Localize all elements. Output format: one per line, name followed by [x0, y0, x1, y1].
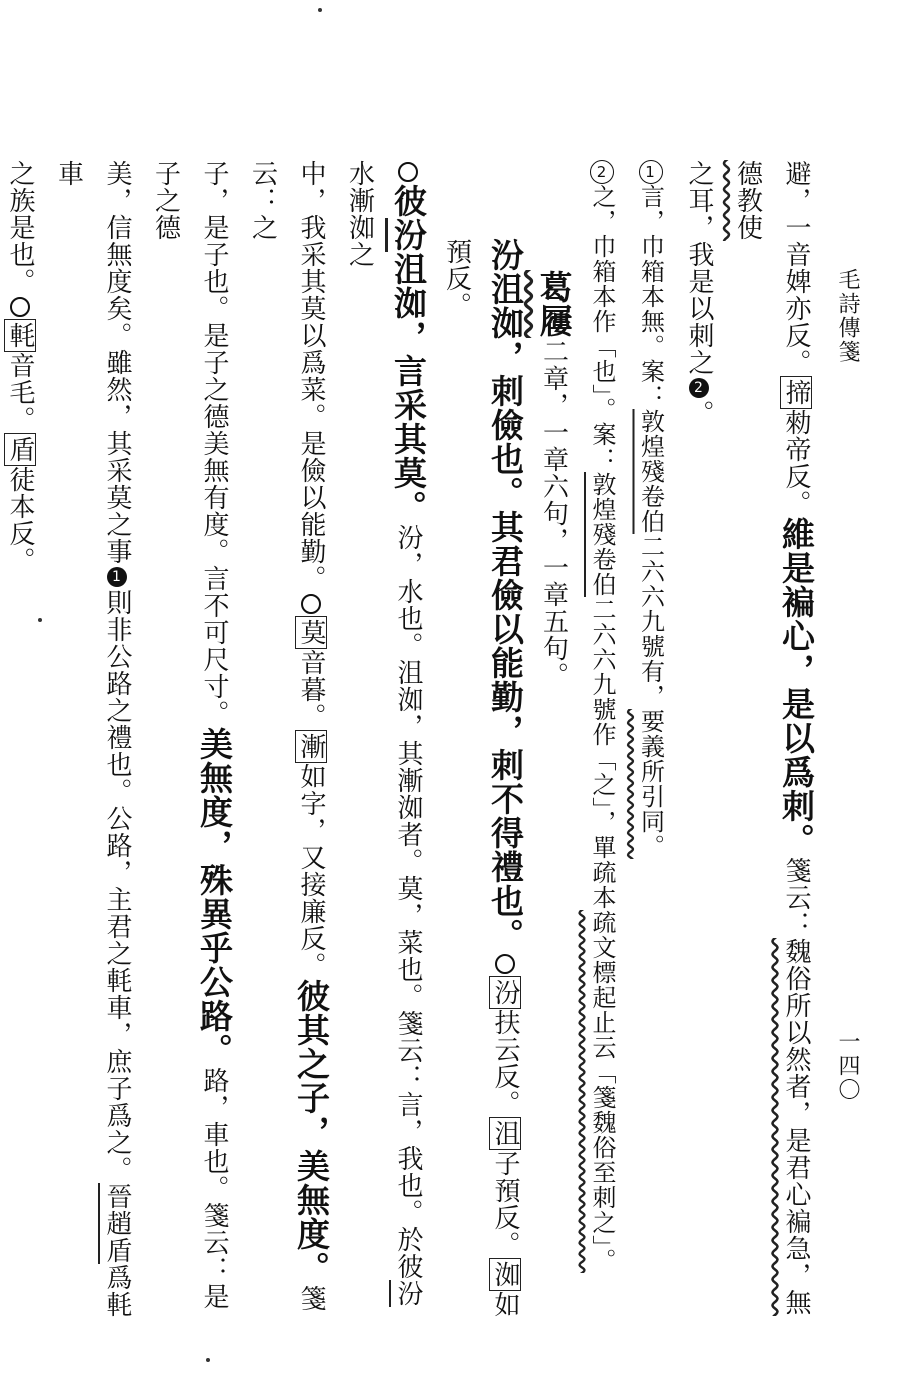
main-text: 彼: [389, 184, 428, 218]
text-run: 箋云：之: [247, 160, 326, 1312]
speck: [38, 618, 42, 622]
text-run: 避，一音婢亦反。: [781, 160, 811, 376]
circle-mark-icon: [495, 954, 515, 974]
chapter-heading: [529, 160, 578, 1320]
text-run: 如預反。: [441, 238, 520, 1318]
circle-mark-icon: [301, 594, 321, 614]
text-run: 晉: [102, 1183, 132, 1210]
speck: [206, 1358, 210, 1362]
footnote-2: [578, 160, 627, 1320]
text-run: 美，信無度矣。雖然，其采莫之事: [102, 160, 132, 565]
text-run: 二章，一章六句，一章五句。: [538, 338, 569, 689]
note-marker-2: 2: [590, 160, 614, 184]
vertical-text-body: [5, 160, 820, 1320]
text-run: 。: [684, 400, 714, 427]
note-marker-1: 1: [639, 160, 663, 184]
text-run: 音毛。: [5, 352, 35, 433]
circle-mark-icon: [10, 297, 30, 317]
main-text: 美無度，殊異乎公路。: [195, 727, 234, 1067]
main-text: 維是褊心，是以爲刺。: [777, 517, 816, 857]
text-run: 疏文標起止云「箋魏俗至刺之」。: [588, 910, 616, 1273]
boxed-char: 盾: [4, 433, 36, 466]
text-column-1: [723, 160, 820, 1320]
boxed-char: 揥: [780, 376, 812, 409]
text-run: 汾: [393, 1280, 423, 1307]
text-run: 魏俗所以然者，是君心褊急，無德教使: [732, 160, 811, 1316]
speck: [318, 8, 322, 12]
boxed-char: 漸: [295, 730, 327, 763]
note-marker-1: 1: [107, 567, 127, 587]
boxed-char: 沮: [489, 1117, 521, 1150]
commentary-label: 箋云：: [781, 857, 811, 938]
main-text: 汾: [389, 218, 428, 252]
boxed-char: 汾: [489, 976, 521, 1009]
footnote-1: [626, 160, 675, 1320]
circle-mark-icon: [398, 162, 418, 182]
text-run: 水漸洳之: [344, 160, 375, 268]
text-column-2: [675, 160, 724, 1320]
text-run: 趙盾: [102, 1210, 132, 1264]
text-column-3: [432, 160, 529, 1320]
main-text: 汾沮洳，刺儉也。其君儉以能勤，刺不得禮也。: [486, 238, 525, 952]
text-run: 之族是也。: [5, 160, 35, 295]
text-column-7: [44, 160, 141, 1320]
running-title: 毛詩傳箋: [835, 268, 860, 364]
text-run: 扶云反。: [490, 1009, 520, 1117]
text-run: 之耳，我是以刺之: [684, 160, 714, 376]
text-run: 則非公路之禮也。公路，主君之軞車，庶子爲之。: [102, 589, 132, 1183]
text-run: 敦煌殘卷伯: [588, 472, 616, 597]
main-text: 彼其之子，美無度。: [292, 979, 331, 1285]
text-run: 子預反。: [490, 1150, 520, 1258]
poem-title: 葛屨: [534, 270, 574, 338]
text-run: 言，巾箱本無。案：: [636, 184, 665, 409]
text-column-4: [335, 160, 432, 1320]
text-run: 敦煌殘卷伯: [636, 409, 665, 534]
text-column-6: [141, 160, 238, 1320]
text-run: 音暮。: [296, 649, 326, 730]
text-run: 二六六九號有，: [636, 534, 665, 709]
text-run: 汾，水也。沮洳，其漸洳者。莫，菜也。箋云：言，我也。於彼: [393, 524, 423, 1280]
text-run: 要義所引同。: [636, 709, 665, 859]
page-number: 一四〇: [835, 1030, 860, 1102]
note-marker-2: 2: [689, 378, 709, 398]
text-run: 之，巾箱本作「也」。案：: [588, 184, 616, 472]
main-text: 沮洳，言采其莫。: [389, 252, 428, 524]
text-run: 如字，又接廉反。: [296, 763, 326, 979]
text-column-5: [238, 160, 335, 1320]
text-run: 徒本反。: [5, 466, 35, 574]
text-run: 子，是子也。是子之德美無有度。言不可尺寸。: [199, 160, 229, 727]
text-run: 中，我采其莫以爲菜。是儉以能勤。: [296, 160, 326, 592]
boxed-char: 莫: [295, 616, 327, 649]
text-run: 勑帝反。: [781, 409, 811, 517]
text-column-8: [0, 160, 44, 1320]
boxed-char: 軞: [4, 319, 36, 352]
text-run: 二六六九號作「之」，單疏本: [588, 597, 616, 910]
boxed-char: 洳: [489, 1258, 521, 1291]
text-run: 路，車也。箋云：是子之德: [150, 160, 229, 1310]
text-run: 爲軞車: [53, 160, 132, 1318]
